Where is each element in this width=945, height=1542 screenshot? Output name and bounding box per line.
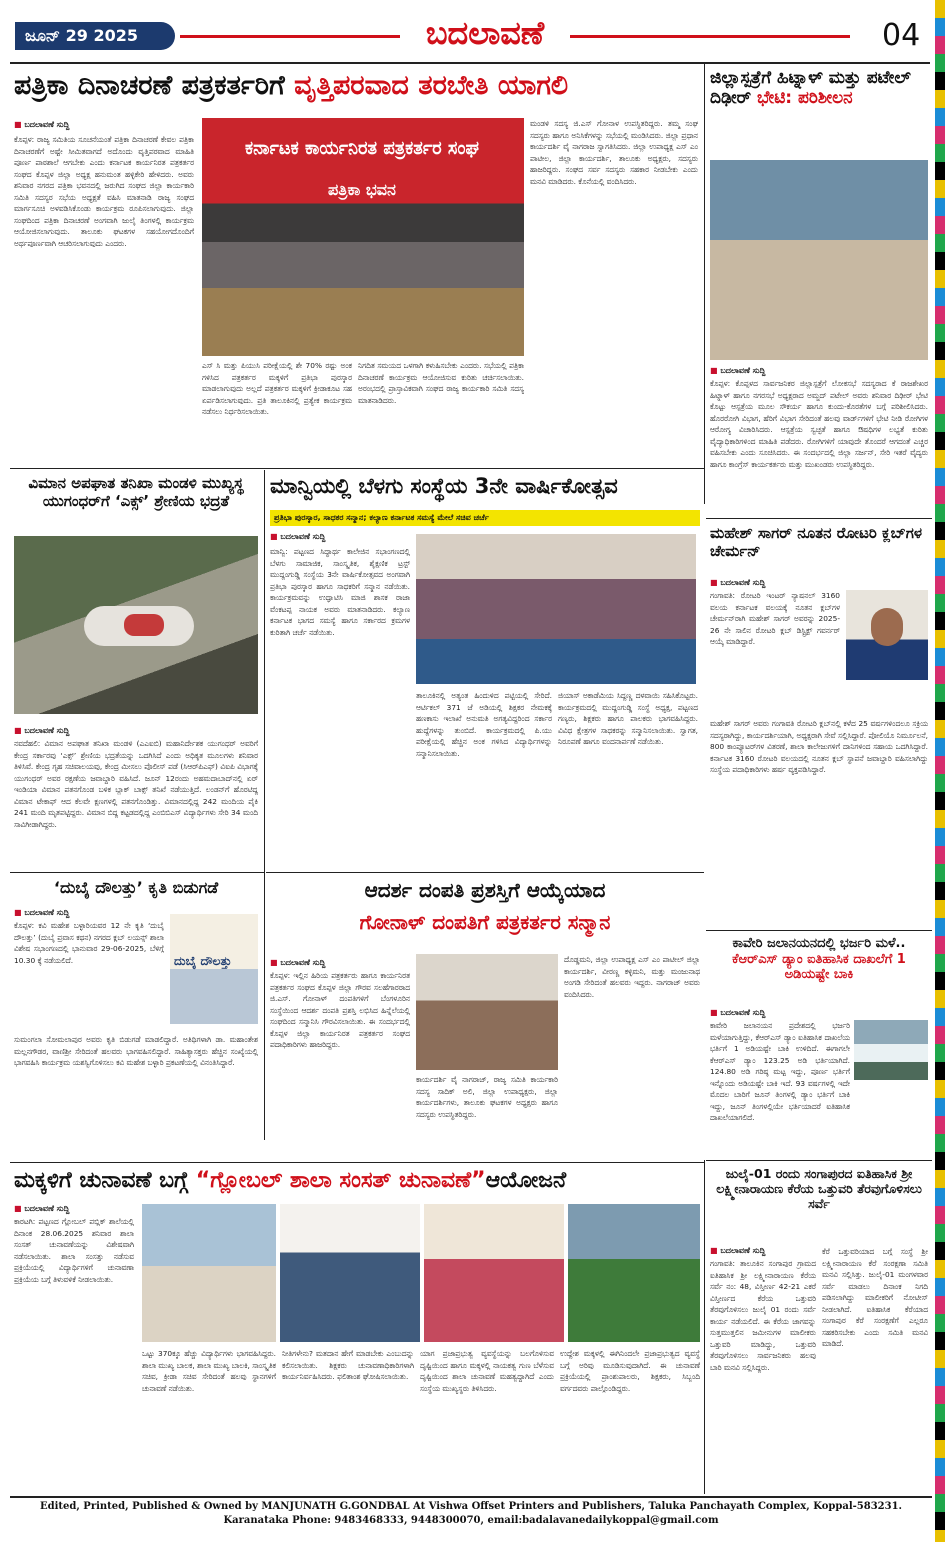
headline: ಮಕ್ಕಳಿಗೆ ಚುನಾವಣೆ ಬಗ್ಗೆ “ಗ್ಲೋಬಲ್ ಶಾಲಾ ಸಂಸತ್ ಚುನಾವಣೆ”ಆಯೋಜನೆ: [14, 1168, 567, 1193]
article-column: ಕಾರಟಗಿ: ಪಟ್ಟಣದ ಗ್ಲೋಬಲ್ ಪಬ್ಲಿಕ್ ಶಾಲೆಯಲ್ಲಿ ದಿನಾಂಕ 28.06.2025 ಶನಿವಾರ ಶಾಲಾ ಸಂಸತ್ ಚುನಾವಣೆಯನ್ನು ವಿಶೇಷವಾಗಿ ನಡೆಸಲಾಯಿತು. ಶಾಲಾ ಸಂಸತ್ತು ನಡೆಸುವ ಪ್ರಕ್ರಿಯೆಯಲ್ಲಿ ವಿದ್ಯಾರ್ಥಿಗಳಿಗೆ ಚುನಾವಣಾ ಪ್ರಕ್ರಿಯೆಯ ಬಗ್ಗೆ ತಿಳುವಳಿಕೆ ನೀಡಲಾಯಿತು.: [14, 1217, 134, 1284]
article-column: ಕೊಪ್ಪಳ: ಕವಿ ಮಹೇಶ ಬಳ್ಳಾರಿಯವರ 12 ನೇ ಕೃತಿ ‘ದುಬೈ ದೌಲತ್ತು’ (ದುಬೈ ಪ್ರವಾಸ ಕಥನ) ನಗರದ ಕ್ಲಬ್ ಲಯನ್ಸ್ ಶಾಲಾ ವಿಶೇಷ ಸಭಾಂಗಣದಲ್ಲಿ ಭಾನುವಾರ 29-06-2025, ಬೆಳಿಗ್ಗೆ 10.30 ಕ್ಕೆ ನಡೆಯಲಿದೆ.: [14, 921, 164, 965]
article-column: ಮಂಡಳಿ ಸದಸ್ಯ ಜಿ.ಎಸ್ ಗೋನಾಳ ಉಪಸ್ಥಿತರಿದ್ದರು. ತಮ್ಮ ಸಂಘ ಸದಸ್ಯರು ಹಾಗೂ ಅನಿಸಿಕೆಗಳನ್ನು ಸಭೆಯಲ್ಲಿ ಮಂಡಿಸಿದರು. ಜಿಲ್ಲಾ ಪ್ರಧಾನ ಕಾರ್ಯದರ್ಶಿ ವೈ ನಾಗರಾಜ ಸ್ವಾಗತಿಸಿದರು. ಜಿಲ್ಲಾ ಉಪಾಧ್ಯಕ್ಷ ಎಸ್ ಎಂ ಪಾಟೀಲ, ಜಿಲ್ಲಾ ಕಾರ್ಯದರ್ಶಿ, ತಾಲೂಕು ಅಧ್ಯಕ್ಷರು, ಸದಸ್ಯರು ಹಾಜರಿದ್ದರು. ಸಂಘದ ಸರ್ವ ಸದಸ್ಯರು ಸಹಕಾರ ನೀಡಬೇಕು ಎಂದು ಮನವಿ ಮಾಡಿದರು. ಕೊನೆಯಲ್ಲಿ ವಂದಿಸಿದರು.: [530, 119, 698, 186]
byline: ■ ಬದಲಾವಣೆ ಸುದ್ದಿ: [14, 726, 69, 736]
headline: ಮಹೇಶ್ ಸಾಗರ್ ನೂತನ ರೋಟರಿ ಕ್ಲಬ್‌ಗಳ ಚೇರ್ಮನ್: [710, 524, 922, 560]
masthead-rule-right: [570, 35, 850, 38]
article-column: ಕೆರೆ ಒತ್ತುವರಿಯಾದ ಬಗ್ಗೆ ಸಂಸ್ಥೆ ಶ್ರೀ ಲಕ್ಷ್ಮೀನಾರಾಯಣ ಕೆರೆ ಸಂರಕ್ಷಣಾ ಸಮಿತಿ ಮನವಿ ಸಲ್ಲಿಸಿತ್ತು. ಜುಲೈ-01 ಮಂಗಳವಾರ ಸರ್ವೆ ಮಾಡಲು ದಿನಾಂಕ ನಿಗದಿ ಪಡಿಸಲಾಗಿದ್ದು ಮಾಲೀಕರಿಗೆ ನೋಟೀಸ್ ನೀಡಲಾಗಿದೆ. ಐತಿಹಾಸಿಕ ಕೆರೆಯಾದ ಸಂಗಾಪುರ ಕೆರೆ ಸಂರಕ್ಷಣೆಗೆ ಎಲ್ಲರೂ ಸಹಕರಿಸಬೇಕು ಎಂದು ಸಮಿತಿ ಮನವಿ ಮಾಡಿದೆ.: [822, 1247, 928, 1348]
headline: ಜುಲೈ-01 ರಂದು ಸಂಗಾಪುರದ ಐತಿಹಾಸಿಕ ಶ್ರೀ ಲಕ್ಷ್ಮೀನಾರಾಯಣ ಕೆರೆಯ ಒತ್ತುವರಿ ತೆರವುಗೊಳಿಸಲು ಸರ್ವೆ: [716, 1166, 922, 1211]
election-photo-4: [568, 1204, 700, 1342]
article-aaib-security: [10, 470, 262, 870]
byline: ■ ಬದಲಾವಣೆ ಸುದ್ದಿ: [710, 578, 765, 588]
row-divider: [706, 930, 932, 931]
date-badge: ಜೂನ್ 29 2025: [15, 22, 175, 50]
headline: ಕಾವೇರಿ ಜಲಾನಯನದಲ್ಲಿ ಭರ್ಜರಿ ಮಳೆ.. ಕೆಆರ್‌ಎಸ್ ಡ್ಯಾಂ ಐತಿಹಾಸಿಕ ದಾಖಲೆಗೆ 1 ಅಡಿಯಷ್ಟೇ ಬಾಕಿ: [732, 936, 906, 983]
article-column: ಕಾವೇರಿ ಜಲಾನಯನ ಪ್ರದೇಶದಲ್ಲಿ ಭರ್ಜರಿ ಮಳೆಯಾಗುತ್ತಿದ್ದು, ಕೆಆರ್‌ಎಸ್ ಡ್ಯಾಂ ಐತಿಹಾಸಿಕ ದಾಖಲೆಯ ಭರ್ತಿಗೆ 1 ಅಡಿಯಷ್ಟೇ ಬಾಕಿ ಉಳಿದಿದೆ. ಈಗಾಗಲೇ ಕೆಆರ್‌ಎಸ್ ಡ್ಯಾಂ 123.25 ಅಡಿ ಭರ್ತಿಯಾಗಿದೆ. 124.80 ಅಡಿ ಗರಿಷ್ಠ ಮಟ್ಟ ಇದ್ದು, ಪೂರ್ಣ ಭರ್ತಿಗೆ ಇನ್ನೊಂದು ಅಡಿಯಷ್ಟೇ ಬಾಕಿ ಇದೆ. 93 ವರ್ಷಗಳಲ್ಲಿ ಇದೇ ಮೊದಲ ಬಾರಿಗೆ ಜೂನ್ ತಿಂಗಳಲ್ಲಿ ಡ್ಯಾಂ ಭರ್ತಿಗೆ ಬಾಕಿ ಇದ್ದು, ಜೂನ್ ತಿಂಗಳಲ್ಲಿಯೇ ಭರ್ತಿಯಾದರೆ ಐತಿಹಾಸಿಕ ದಾಖಲೆಯಾಗಲಿದೆ.: [710, 1021, 850, 1122]
imprint-line-2: Karanataka Phone: 9483468333, 9448300070, email:badalavanedailykoppal@gmail.com: [223, 1515, 719, 1526]
byline: ■ ಬದಲಾವಣೆ ಸುದ್ದಿ: [710, 1246, 765, 1256]
article-krs-dam: [706, 932, 932, 1160]
headline-red: ಗೋನಾಳ್ ದಂಪತಿಗೆ ಪತ್ರಕರ್ತರ ಸನ್ಮಾನ: [359, 910, 611, 934]
mahesh-sagar-photo: [846, 590, 928, 680]
masthead-title: ಬದಲಾವಣೆ: [425, 14, 545, 52]
byline: ■ ಬದಲಾವಣೆ ಸುದ್ದಿ: [710, 1008, 765, 1018]
article-body: ಸುಮಂಗಲಾ ಸೋಮಲಾಪುರ ಅವರು ಕೃತಿ ಬಿಡುಗಡೆ ಮಾಡಲಿದ್ದಾರೆ. ಅತಿಥಿಗಳಾಗಿ ಡಾ. ಮಹಾಂತೇಶ ಮಲ್ಲನಗೌಡರ, ವಾಣಿಶ್ರೀ ಸೇರಿದಂತೆ ಹಲವರು ಭಾಗವಹಿಸಲಿದ್ದಾರೆ. ಸಾಹಿತ್ಯಾಸಕ್ತರು ಹೆಚ್ಚಿನ ಸಂಖ್ಯೆಯಲ್ಲಿ ಭಾಗವಹಿಸಿ ಕಾರ್ಯಕ್ರಮ ಯಶಸ್ವಿಗೊಳಿಸಲು ಕವಿ ಮಹೇಶ ಬಳ್ಳಾರಿ ಪ್ರಕಟಣೆಯಲ್ಲಿ ವಿನಂತಿಸಿದ್ದಾರೆ.: [14, 1035, 258, 1067]
plane-crash-photo: [14, 536, 258, 714]
row-divider: [266, 872, 704, 873]
article-column: ಎಸ್ ಸಿ ಮತ್ತು ಪಿಯುಸಿ ಪರೀಕ್ಷೆಯಲ್ಲಿ ಶೇ 70% ರಷ್ಟು ಅಂಕ ಗಳಿಸಿದ ಪತ್ರಕರ್ತರ ಮಕ್ಕಳಿಗೆ ಪ್ರತಿಭಾ ಪುರಸ್ಕಾರ ಮಾಡಲಾಗುವುದು ಅಲ್ಲದೆ ಪತ್ರಕರ್ತರ ಮಕ್ಕಳಿಗೆ ಕ್ರೀಡಾಕೂಟ ಸಹ ಏರ್ಪಡಿಸಲಾಗುವುದು. ಪ್ರತಿ ತಾಲೂಕಿನಲ್ಲಿ ಪ್ರತ್ಯೇಕ ಕಾರ್ಯಕ್ರಮ ನಡೆಸಲು ನಿರ್ಧರಿಸಲಾಯಿತು.: [202, 361, 352, 416]
page-number: 04: [882, 18, 921, 53]
row-divider: [706, 518, 932, 519]
imprint-line-1: Edited, Printed, Published & Owned by MANJUNATH G.GONDBAL At Vishwa Offset Printers and Publishers, Taluka Panchayath Complex, Koppal-583231.: [39, 1501, 903, 1512]
byline: ■ ಬದಲಾವಣೆ ಸುದ್ದಿ: [14, 120, 69, 130]
headline: ಆದರ್ಶ ದಂಪತಿ ಪ್ರಶಸ್ತಿಗೆ ಆಯ್ಕೆಯಾದ: [364, 878, 606, 902]
masthead-rule-left: [180, 35, 400, 38]
row-divider: [10, 1162, 704, 1163]
byline: ■ ಬದಲಾವಣೆ ಸುದ್ದಿ: [14, 1204, 69, 1214]
article-column: ಉದ್ದೇಶ ಮಕ್ಕಳಲ್ಲಿ ಈಗಿನಿಂದಲೇ ಪ್ರಜಾಪ್ರಭುತ್ವದ ವ್ಯವಸ್ಥೆ ಬಗ್ಗೆ ಅರಿವು ಮೂಡಿಸುವುದಾಗಿದೆ. ಈ ಚುನಾವಣೆ ಪ್ರಕ್ರಿಯೆಯಲ್ಲಿ ಪ್ರಾಂಶುಪಾಲರು, ಶಿಕ್ಷಕರು, ಸಿಬ್ಬಂದಿ ವರ್ಗದವರು ಪಾಲ್ಗೊಂಡಿದ್ದರು.: [560, 1349, 700, 1393]
byline: ■ ಬದಲಾವಣೆ ಸುದ್ದಿ: [270, 958, 325, 968]
article-column: ಯಾಗ ಪ್ರಜಾಪ್ರಭುತ್ವ ವ್ಯವಸ್ಥೆಯನ್ನು ಬಲಗೊಳಿಸುವ ದೃಷ್ಟಿಯಿಂದ ಹಾಗೂ ಮಕ್ಕಳಲ್ಲಿ ನಾಯಕತ್ವ ಗುಣ ಬೆಳೆಸುವ ದೃಷ್ಟಿಯಿಂದ ಶಾಲಾ ಚುನಾವಣೆ ಮಹತ್ವದ್ದಾಗಿದೆ ಎಂದು ಸಂಸ್ಥೆಯ ಮುಖ್ಯಸ್ಥರು ತಿಳಿಸಿದರು.: [420, 1349, 554, 1393]
press-meeting-photo: ಕರ್ನಾಟಕ ಕಾರ್ಯನಿರತ ಪತ್ರಕರ್ತರ ಸಂಘ ಪತ್ರಿಕಾ ಭವನ: [202, 118, 524, 356]
byline: ■ ಬದಲಾವಣೆ ಸುದ್ದಿ: [270, 532, 325, 542]
article-column: ನೀತಿಗಳೇನು? ಮತದಾನ ಹೇಗೆ ಮಾಡಬೇಕು ಎಂಬುದನ್ನು ಕಲಿಸಲಾಯಿತು. ಶಿಕ್ಷಕರು ಚುನಾವಣಾಧಿಕಾರಿಗಳಾಗಿ ಕಾರ್ಯನಿರ್ವಹಿಸಿದರು. ಫಲಿತಾಂಶ ಘೋಷಿಸಲಾಯಿತು.: [282, 1349, 414, 1381]
article-body: ಕೊಪ್ಪಳ: ಕೊಪ್ಪಳದ ಸಾರ್ವಜನಿಕರ ಜಿಲ್ಲಾಸ್ಪತ್ರೆಗೆ ಲೋಕಸಭೆ ಸದಸ್ಯರಾದ ಕೆ ರಾಜಶೇಖರ ಹಿಟ್ನಾಳ್ ಹಾಗೂ ನಗರಸಭೆ ಅಧ್ಯಕ್ಷರಾದ ಅಮ್ಜದ್ ಪಟೇಲ್ ಅವರು ಶನಿವಾರ ದಿಢೀರ್ ಭೇಟಿ ಕೊಟ್ಟು ಆಸ್ಪತ್ರೆಯ ಮೂಲ ಸೌಕರ್ಯ ಹಾಗೂ ಕುಂದು-ಕೊರತೆಗಳ ಬಗ್ಗೆ ಪರಿಶೀಲಿಸಿದರು. ಹೊರರೋಗಿ ವಿಭಾಗ, ಹೆರಿಗೆ ವಿಭಾಗ ಸೇರಿದಂತೆ ಹಲವು ವಾರ್ಡ್‌ಗಳಿಗೆ ಭೇಟಿ ನೀಡಿ ರೋಗಿಗಳ ಆರೋಗ್ಯ ವಿಚಾರಿಸಿದರು. ಆಸ್ಪತ್ರೆಯ ಸ್ವಚ್ಛತೆ ಹಾಗೂ ಔಷಧಿಗಳ ಲಭ್ಯತೆ ಕುರಿತು ವೈದ್ಯಾಧಿಕಾರಿಗಳಿಂದ ಮಾಹಿತಿ ಪಡೆದರು. ರೋಗಿಗಳಿಗೆ ಯಾವುದೇ ತೊಂದರೆ ಆಗದಂತೆ ಎಚ್ಚರ ವಹಿಸಬೇಕು ಎಂದು ಸೂಚಿಸಿದರು. ಈ ಸಂದರ್ಭದಲ್ಲಿ ಜಿಲ್ಲಾ ಸರ್ಜನ್, ಸೇರಿ ಇತರೆ ವೈದ್ಯರು ಹಾಗೂ ಕಾಂಗ್ರೆಸ್ ಕಾರ್ಯಕರ್ತರು ಮತ್ತು ಮುಖಂಡರು ಉಪಸ್ಥಿತರಿದ್ದರು.: [710, 379, 928, 469]
article-column: ಗಂಗಾವತಿ: ತಾಲೂಕಿನ ಸಂಗಾಪುರ ಗ್ರಾಮದ ಐತಿಹಾಸಿಕ ಶ್ರೀ ಲಕ್ಷ್ಮೀನಾರಾಯಣ ಕೆರೆಯ ಸರ್ವೆ ನಂ: 48, ವಿಸ್ತೀರ್ಣ 42-21 ಎಕರೆ ವಿಸ್ತೀರ್ಣದ ಕೆರೆಯ ಒತ್ತುವರಿ ತೆರವುಗೊಳಿಸಲು ಜುಲೈ 01 ರಂದು ಸರ್ವೆ ಕಾರ್ಯ ನಡೆಯಲಿದೆ. ಈ ಕೆರೆಯ ಜಾಗವನ್ನು ಸುತ್ತಮುತ್ತಲಿನ ಜಮೀನುಗಳ ಮಾಲೀಕರು ಒತ್ತುವರಿ ಮಾಡಿದ್ದು, ಒತ್ತುವರಿ ತೆರವುಗೊಳಿಸಲು ಸಾರ್ವಜನಿಕರು ಹಲವು ಬಾರಿ ಮನವಿ ಸಲ್ಲಿಸಿದ್ದರು.: [710, 1259, 816, 1372]
headline: ಜಿಲ್ಲಾಸ್ಪತ್ರೆಗೆ ಹಿಟ್ನಾಳ್ ಮತ್ತು ಪಟೇಲ್ ದಿಢೀರ್ ಭೇಟಿ: ಪರಿಶೀಲನ: [710, 68, 911, 109]
article-column: ನಿಗದಿತ ಸಮಯದ ಒಳಗಾಗಿ ಕಳುಹಿಸಬೇಕು ಎಂದರು. ಸಭೆಯಲ್ಲಿ ಪತ್ರಿಕಾ ದಿನಾಚರಣೆ ಕಾರ್ಯಕ್ರಮ ಆಯೋಜಿಸುವ ಕುರಿತು ಚರ್ಚಿಸಲಾಯಿತು. ಅರಂಭದಲ್ಲಿ ಪ್ರಾಸ್ತಾವಿಕವಾಗಿ ಸಂಘದ ರಾಜ್ಯ ಕಾರ್ಯಕಾರಿ ಸಮಿತಿ ಸದಸ್ಯ ಮಾತನಾಡಿದರು.: [358, 361, 524, 405]
book-cover-title: ದುಬೈ ದೌಲತ್ತು: [174, 954, 232, 968]
article-column: ತಾಲೂಕಿನಲ್ಲಿ ಅತ್ಯಂತ ಹಿಂದುಳಿದ ಪಟ್ಟಿಯಲ್ಲಿ ಸೇರಿದೆ. ಆರ್ಟಿಕಲ್ 371 ಜೆ ಅಡಿಯಲ್ಲಿ ಶಿಕ್ಷಕರ ನೇಮಕಕ್ಕೆ ಹಣಕಾಸು ಇಲಾಖೆ ಅನುಮತಿ ಅಗತ್ಯವಿದ್ದರಿಂದ ಸರ್ಕಾರ ಹುದ್ದೆಗಳನ್ನು ತುಂಬಿದೆ. ಕಾರ್ಯಕ್ರಮದಲ್ಲಿ ಪಿ.ಯು ಪರೀಕ್ಷೆಯಲ್ಲಿ ಹೆಚ್ಚಿನ ಅಂಕ ಗಳಿಸಿದ ವಿದ್ಯಾರ್ಥಿಗಳನ್ನು ಸನ್ಮಾನಿಸಲಾಯಿತು.: [416, 691, 552, 758]
article-column: ಒಟ್ಟು 370ಕ್ಕೂ ಹೆಚ್ಚು ವಿದ್ಯಾರ್ಥಿಗಳು ಭಾಗವಹಿಸಿದ್ದರು. ಶಾಲಾ ಮುಖ್ಯ ಬಾಲಕ, ಶಾಲಾ ಮುಖ್ಯ ಬಾಲಕಿ, ಸಾಂಸ್ಕೃತಿಕ ಸಚಿವ, ಕ್ರೀಡಾ ಸಚಿವ ಸೇರಿದಂತೆ ಹಲವು ಸ್ಥಾನಗಳಿಗೆ ಚುನಾವಣೆ ನಡೆಯಿತು.: [142, 1349, 276, 1393]
election-photo-3: [424, 1204, 564, 1342]
article-school-election: [10, 1164, 704, 1494]
footer-rule: [10, 1496, 932, 1498]
article-rotary: [706, 520, 932, 930]
hospital-visit-photo: [710, 160, 928, 360]
row-divider: [10, 468, 704, 469]
book-cover: [170, 914, 258, 1024]
color-strip: [935, 0, 945, 1542]
article-belagu-anniversary: [266, 470, 704, 870]
column-divider: [264, 470, 265, 1140]
headline: ಮಾನ್ವಿಯಲ್ಲಿ ಬೆಳಗು ಸಂಸ್ಥೆಯ 3ನೇ ವಾರ್ಷಿಕೋತ್ಸವ: [270, 474, 618, 498]
anniversary-photo: [416, 534, 696, 684]
column-divider: [704, 64, 705, 504]
article-column: ಕಾರ್ಯದರ್ಶಿ ವೈ ನಾಗರಾಜ್, ರಾಜ್ಯ ಸಮಿತಿ ಕಾರ್ಯಕಾರಿ ಸದಸ್ಯ ಸಾದಿಕ್ ಅಲಿ, ಜಿಲ್ಲಾ ಉಪಾಧ್ಯಕ್ಷರು, ಜಿಲ್ಲಾ ಕಾರ್ಯದರ್ಶಿಗಳು, ತಾಲೂಕು ಘಟಕಗಳ ಅಧ್ಯಕ್ಷರು ಹಾಗೂ ಸದಸ್ಯರು ಉಪಸ್ಥಿತರಿದ್ದರು.: [416, 1075, 558, 1119]
election-photo-1: [142, 1204, 276, 1342]
row-divider: [10, 872, 264, 873]
article-column: ಕೊಪ್ಪಳ: ಇಲ್ಲಿನ ಹಿರಿಯ ಪತ್ರಕರ್ತರು ಹಾಗೂ ಕಾರ್ಯನಿರತ ಪತ್ರಕರ್ತರ ಸಂಘದ ಕೊಪ್ಪಳ ಜಿಲ್ಲಾ ಗೌರವ ಸಲಹೆಗಾರರಾದ ಜಿ.ಎಸ್. ಗೋನಾಳ್ ದಂಪತಿಗಳಿಗೆ ಬೆಂಗಳೂರಿನ ಸಂಸ್ಥೆಯಿಂದ ಆದರ್ಶ ದಂಪತಿ ಪ್ರಶಸ್ತಿ ಲಭಿಸಿದ ಹಿನ್ನೆಲೆಯಲ್ಲಿ ಸಂಘದಿಂದ ಸನ್ಮಾನಿಸಿ ಗೌರವಿಸಲಾಯಿತು. ಈ ಸಂದರ್ಭದಲ್ಲಿ ಕೊಪ್ಪಳ ಜಿಲ್ಲಾ ಕಾರ್ಯನಿರತ ಪತ್ರಕರ್ತರ ಸಂಘದ ಪದಾಧಿಕಾರಿಗಳು ಹಾಜರಿದ್ದರು.: [270, 971, 410, 1049]
article-gonal-felicitation: [266, 874, 704, 1160]
headline: ವಿಮಾನ ಅಪಘಾತ ತನಿಖಾ ಮಂಡಳಿ ಮುಖ್ಯಸ್ಥ ಯುಗಂಧರ್‌ಗೆ ‘ಎಕ್ಸ್’ ಶ್ರೇಣಿಯ ಭದ್ರತೆ: [28, 474, 244, 510]
article-sangapur-lake: [706, 1162, 932, 1494]
byline: ■ ಬದಲಾವಣೆ ಸುದ್ದಿ: [14, 908, 69, 918]
election-photo-2: [280, 1204, 420, 1342]
article-body: ಮಹೇಶ್ ಸಾಗರ್ ಅವರು ಗಂಗಾವತಿ ರೋಟರಿ ಕ್ಲಬ್‌ನಲ್ಲಿ ಕಳೆದ 25 ವರ್ಷಗಳಿಂದಲೂ ಸಕ್ರಿಯ ಸದಸ್ಯರಾಗಿದ್ದು, ಕಾರ್ಯದರ್ಶಿಯಾಗಿ, ಅಧ್ಯಕ್ಷರಾಗಿ ಸೇವೆ ಸಲ್ಲಿಸಿದ್ದಾರೆ. ಪೋಲಿಯೊ ನಿರ್ಮೂಲನೆ, 800 ಕಾಂಪ್ಯೂಟರ್‌ಗಳ ವಿತರಣೆ, ಶಾಲಾ ಕಾಲೇಜುಗಳಿಗೆ ದಾನಿಗಳಿಂದ ಸಹಾಯ ಒದಗಿಸಿದ್ದಾರೆ. ಕರ್ನಾಟಕ 3160 ರೋಟರಿ ವಲಯದಲ್ಲಿ ನೂತನ ಕ್ಲಬ್ ಸ್ಥಾಪನೆ ಜವಾಬ್ದಾರಿ ವಹಿಸಲಾಗಿದ್ದು ಸಂಸ್ಥೆಯ ಪದಾಧಿಕಾರಿಗಳು ಹರ್ಷ ವ್ಯಕ್ತಪಡಿಸಿದ್ದಾರೆ.: [710, 719, 928, 774]
dam-photo: [854, 1020, 928, 1080]
masthead-divider: [10, 62, 930, 64]
felicitation-photo: [416, 954, 558, 1070]
article-hospital-visit: [706, 66, 932, 516]
article-press-day: [10, 66, 700, 466]
byline: ■ ಬದಲಾವಣೆ ಸುದ್ದಿ: [710, 366, 765, 376]
headline: ಪತ್ರಿಕಾ ದಿನಾಚರಣೆ ಪತ್ರಕರ್ತರಿಗೆ ವೃತ್ತಿಪರವಾದ ತರಬೇತಿ ಯಾಗಲಿ: [14, 70, 569, 101]
row-divider: [706, 1160, 932, 1161]
column-divider: [704, 1160, 705, 1494]
article-dubai-book: [10, 874, 262, 1160]
article-body: ನವದೆಹಲಿ: ವಿಮಾನ ಅಪಘಾತ ತನಿಖಾ ಮಂಡಳಿ (ಎಎಐಬಿ) ಮಹಾನಿರ್ದೇಶಕ ಯುಗಂಧರ್ ಅವರಿಗೆ ಕೇಂದ್ರ ಸರ್ಕಾರವು ‘ಎಕ್ಸ್’ ಶ್ರೇಣಿಯ ಭದ್ರತೆಯನ್ನು ಒದಗಿಸಿದೆ ಎಂದು ಅಧಿಕೃತ ಮೂಲಗಳು ಶನಿವಾರ ತಿಳಿಸಿವೆ. ಕೇಂದ್ರ ಗೃಹ ಸಚಿವಾಲಯವು, ಕೇಂದ್ರ ಮೀಸಲು ಪೊಲೀಸ್ ಪಡೆ (ಸಿಆರ್‌ಪಿಎಫ್) ವಿಐಪಿ ವಿಭಾಗಕ್ಕೆ ಯುಗಂಧರ್ ಅವರ ರಕ್ಷಣೆಯ ಜವಾಬ್ದಾರಿ ವಹಿಸಿದೆ. ಜೂನ್ 12ರಂದು ಅಹಮದಾಬಾದ್‌ನಲ್ಲಿ ಏರ್ ಇಂಡಿಯಾ ವಿಮಾನ ಪತನಗೊಂಡ ಬಳಿಕ ಬ್ಲಾಕ್ ಬಾಕ್ಸ್ ತನಿಖೆ ನಡೆಯುತ್ತಿದೆ. ಲಂಡನ್‌ಗೆ ಹೊರಟಿದ್ದ ವಿಮಾನ ಟೇಕಾಫ್ ಆದ ಕೆಲವೇ ಕ್ಷಣಗಳಲ್ಲಿ ಪತನಗೊಂಡಿತ್ತು. ವಿಮಾನದಲ್ಲಿದ್ದ 242 ಮಂದಿಯ ಪೈಕಿ 241 ಮಂದಿ ಮೃತಪಟ್ಟಿದ್ದರು. ವಿಮಾನ ಬಿದ್ದ ಕಟ್ಟಡದಲ್ಲಿದ್ದ ಎಂಬಿಬಿಎಸ್ ವಿದ್ಯಾರ್ಥಿಗಳು ಸೇರಿ 34 ಮಂದಿ ಸಾವಿಗೀಡಾಗಿದ್ದರು.: [14, 739, 258, 829]
headline: ‘ದುಬೈ ದೌಲತ್ತು’ ಕೃತಿ ಬಿಡುಗಡೆ: [53, 878, 219, 897]
article-column: ಕೊಪ್ಪಳ: ರಾಜ್ಯ ಸಮಿತಿಯ ಸೂಚನೆಯಂತೆ ಪತ್ರಿಕಾ ದಿನಾಚರಣೆ ಕೇವಲ ಪತ್ರಿಕಾ ದಿನಾಚರಣೆಗೆ ಅಷ್ಟೇ ಸೀಮಿತವಾಗದೆ ಅದೊಂದು ವೃತ್ತಿಪರವಾದ ಮಾಹಿತಿ ಪೂರ್ಣ ಪಾಠಶಾಲೆ ಆಗಬೇಕು ಎಂದು ಕರ್ನಾಟಕ ಕಾರ್ಯನಿರತ ಪತ್ರಕರ್ತರ ಸಂಘದ ಕೊಪ್ಪಳ ಜಿಲ್ಲಾ ಅಧ್ಯಕ್ಷ ಹನುಮಂತ ಹಳ್ಳಿಕೇರಿ ಹೇಳಿದರು. ಅವರು ಶನಿವಾರ ನಗರದ ಪತ್ರಿಕಾ ಭವನದಲ್ಲಿ ಜರುಗಿದ ಸಂಘದ ಜಿಲ್ಲಾ ಕಾರ್ಯಕಾರಿ ಸಮಿತಿ ಸದಸ್ಯರ ಸಭೆಯ ಅಧ್ಯಕ್ಷತೆ ವಹಿಸಿ ಮಾತನಾಡಿ ರಾಜ್ಯ ಸಂಘದ ಮಾರ್ಗಸೂಚಿ ಅಳವಡಿಸಿಕೊಂಡು ಕಾರ್ಯಕ್ರಮ ರೂಪಿಸಲಾಗುವುದು. ಜಿಲ್ಲಾ ಸಂಘದಿಂದ ಪತ್ರಿಕಾ ದಿನಾಚರಣೆ ಅಂಗವಾಗಿ ಜುಲೈ ತಿಂಗಳಲ್ಲಿ ಕಾರ್ಯಕ್ರಮ ಆಯೋಜಿಸಲಾಗುವುದು. ತಾಲೂಕು ಘಟಕಗಳ ಸಹಯೋಗದೊಂದಿಗೆ ಅರ್ಥಪೂರ್ಣವಾಗಿ ಆಚರಿಸಲಾಗುವುದು ಎಂದರು.: [14, 135, 194, 248]
article-column: ಮಾನ್ವಿ: ಪಟ್ಟಣದ ಸಿದ್ಧಾರ್ಥ ಕಾಲೇಜಿನ ಸಭಾಂಗಣದಲ್ಲಿ ಬೆಳಗು ಸಾಮಾಜಿಕ, ಸಾಂಸ್ಕೃತಿಕ, ಶೈಕ್ಷಣಿಕ ಟ್ರಸ್ಟ್ ಮುದ್ದಂಗುಡ್ಡಿ ಸಂಸ್ಥೆಯ 3ನೇ ವಾರ್ಷಿಕೋತ್ಸವದ ಅಂಗವಾಗಿ ಪ್ರತಿಭಾ ಪುರಸ್ಕಾರ ಹಾಗೂ ಸಾಧಕರಿಗೆ ಸನ್ಮಾನ ನಡೆಯಿತು. ಕಾರ್ಯಕ್ರಮವನ್ನು ಉದ್ಘಾಟಿಸಿ ಮಾಜಿ ಶಾಸಕ ರಾಜಾ ವೆಂಕಟಪ್ಪ ನಾಯಕ ಅವರು ಮಾತನಾಡಿದರು. ಕಲ್ಯಾಣ ಕರ್ನಾಟಕ ಭಾಗದ ಸಮಸ್ಯೆ ಹಾಗೂ ಸರ್ಕಾರದ ಕ್ರಮಗಳ ಕುರಿತಾಗಿ ಚರ್ಚೆ ನಡೆಯಿತು.: [270, 547, 410, 637]
subhead: ಪ್ರತಿಭಾ ಪುರಸ್ಕಾರ, ಸಾಧಕರ ಸನ್ಮಾನ; ಕಲ್ಯಾಣ ಕರ್ನಾಟಕ ಸಮಸ್ಯೆ ಮೇಲೆ ಸಚಿವ ಚರ್ಚೆ: [270, 510, 700, 526]
article-column: ಗಂಗಾವತಿ: ರೋಟರಿ ಇಂಟರ್ ನ್ಯಾಷನಲ್ 3160 ವಲಯ ಕರ್ನಾಟಕ ವಲಯಕ್ಕೆ ನೂತನ ಕ್ಲಬ್‌ಗಳ ಚೇರ್ಮನ್‌ರಾಗಿ ಮಹೇಶ್ ಸಾಗರ್ ಅವರನ್ನು 2025-26 ನೇ ಸಾಲಿನ ರೋಟರಿ ಕ್ಲಬ್ ಡಿಸ್ಟ್ರಿಕ್ಟ್ ಗವರ್ನರ್ ಆಯ್ಕೆ ಮಾಡಿದ್ದಾರೆ.: [710, 591, 840, 646]
imprint: [10, 1500, 932, 1528]
article-column: ದೊಡ್ಡಮನಿ, ಜಿಲ್ಲಾ ಉಪಾಧ್ಯಕ್ಷ ಎಸ್ ಎಂ ಪಾಟೀಲ್ ಜಿಲ್ಲಾ ಕಾರ್ಯದರ್ಶಿ, ವೀರಣ್ಣ ಕಳ್ಳಿಮನಿ, ಮತ್ತು ಮಂಜುನಾಥ ಅಂಗಡಿ ಸೇರಿದಂತೆ ಹಲವರು ಇದ್ದರು. ನಾಗರಾಜ್ ಅವರು ವಂದಿಸಿದರು.: [564, 955, 700, 999]
article-column: ಜಿಯಾಸ್ ಅಕಾಡೆಮಿಯ ಸಿದ್ದಣ್ಣ ದಳವಾಯಿ ಸಹಿಸಿಕೊಟ್ಟರು. ಕಾರ್ಯಕ್ರಮದಲ್ಲಿ ಮುದ್ದಂಗುಡ್ಡಿ ಸಂಸ್ಥೆ ಅಧ್ಯಕ್ಷ, ಪಟ್ಟಣದ ಗಣ್ಯರು, ಶಿಕ್ಷಕರು ಹಾಗೂ ಪಾಲಕರು ಭಾಗವಹಿಸಿದ್ದರು. ವಿವಿಧ ಕ್ಷೇತ್ರಗಳ ಸಾಧಕರನ್ನು ಸನ್ಮಾನಿಸಲಾಯಿತು. ಸ್ವಾಗತ, ನಿರೂಪಣೆ ಹಾಗೂ ವಂದನಾರ್ಪಣೆ ನಡೆಯಿತು.: [558, 691, 698, 746]
